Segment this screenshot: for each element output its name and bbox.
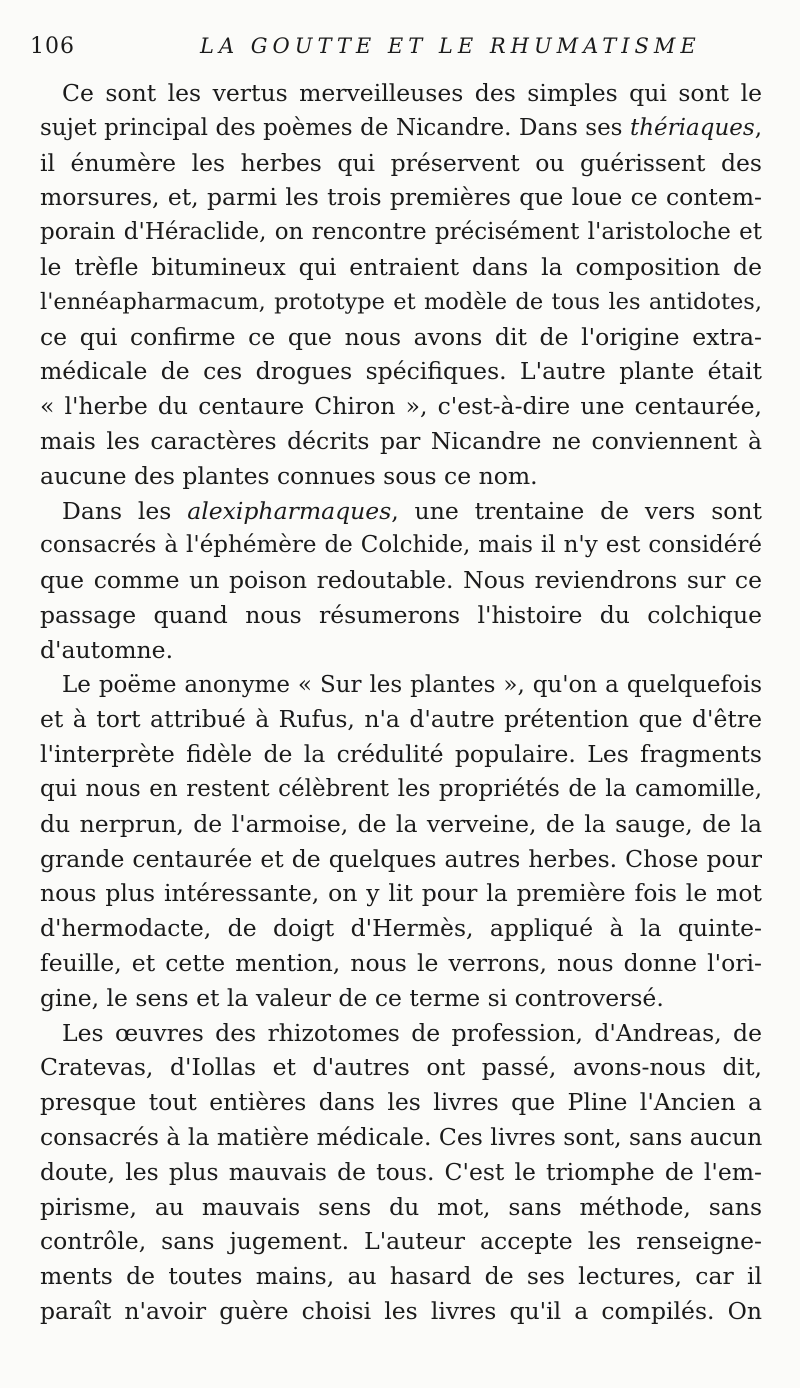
text-line: nous plus intéressante, on y lit pour la première fois le mot — [40, 879, 762, 908]
text-line: d'hermodacte, de doigt d'Hermès, appliqué à la quinte- — [40, 914, 762, 943]
body-text — [40, 76, 762, 1329]
text-line: ments de toutes mains, au hasard de ses lectures, car il — [40, 1262, 762, 1291]
text-line: mais les caractères décrits par Nicandre ne conviennent à — [40, 426, 762, 455]
text-line: doute, les plus mauvais de tous. C'est le triomphe de l'em- — [40, 1157, 762, 1186]
text-line: le trèfle bitumineux qui entraient dans la composition de — [40, 252, 762, 281]
text-line — [40, 111, 762, 146]
text-line: feuille, et cette mention, nous le verrons, nous donne l'ori- — [40, 948, 762, 977]
text-line: aucune des plantes connues sous ce nom. — [40, 461, 538, 490]
text-line: morsures, et, parmi les trois premières que loue ce contem- — [40, 183, 762, 212]
page-header — [30, 34, 770, 70]
text-segment: , — [754, 114, 762, 141]
text-line: l'interprète fidèle de la crédulité populaire. Les fragments — [40, 740, 762, 769]
running-head: LA GOUTTE ET LE RHUMATISME — [200, 34, 701, 58]
text-line: Les œuvres des rhizotomes de profession, d'Andreas, de — [62, 1018, 762, 1047]
italic-title: thériaques — [630, 114, 755, 141]
text-line: il énumère les herbes qui préservent ou guérissent des — [40, 148, 762, 177]
text-segment: , une trentaine de vers sont — [391, 496, 762, 525]
text-line: porain d'Héraclide, on rencontre précisément l'aristoloche et — [40, 219, 762, 246]
text-line: et à tort attribué à Rufus, n'a d'autre prétention que d'être — [40, 705, 762, 734]
text-line: pirisme, au mauvais sens du mot, sans méthode, sans — [40, 1192, 762, 1221]
text-line: l'ennéapharmacum, prototype et modèle de tous les antidotes, — [40, 288, 762, 315]
text-line: grande centaurée et de quelques autres herbes. Chose pour — [40, 844, 762, 873]
text-line: paraît n'avoir guère choisi les livres qu'il a compilés. On — [40, 1296, 762, 1325]
text-segment: sujet principal des poèmes de Nicandre. Dans ses — [40, 114, 630, 141]
page-number: 106 — [30, 34, 75, 59]
text-line: ce qui confirme ce que nous avons dit de l'origine extra- — [40, 322, 762, 351]
text-line: Cratevas, d'Iollas et d'autres ont passé, avons-nous dit, — [40, 1053, 762, 1082]
text-segment: Dans les — [62, 496, 188, 525]
text-line: du nerprun, de l'armoise, de la verveine, de la sauge, de la — [40, 809, 762, 838]
text-line — [40, 494, 762, 529]
text-line: presque tout entières dans les livres que Pline l'Ancien a — [40, 1088, 762, 1117]
text-line: contrôle, sans jugement. L'auteur accepte les renseigne- — [40, 1227, 762, 1256]
text-line: médicale de ces drogues spécifiques. L'autre plante était — [40, 357, 762, 386]
text-line: d'automne. — [40, 635, 174, 664]
italic-title: alexipharmaques — [187, 496, 392, 525]
text-line: consacrés à la matière médicale. Ces livres sont, sans aucun — [40, 1122, 763, 1151]
text-line: consacrés à l'éphémère de Colchide, mais il n'y est considéré — [40, 532, 762, 559]
text-line: « l'herbe du centaure Chiron », c'est-à-dire une centaurée, — [40, 392, 762, 421]
text-line: qui nous en restent célèbrent les propriétés de la camomille, — [40, 775, 762, 802]
text-line: Ce sont les vertus merveilleuses des simples qui sont le — [62, 79, 762, 107]
text-line: passage quand nous résumerons l'histoire du colchique — [40, 600, 762, 629]
text-line: Le poëme anonyme « Sur les plantes », qu'on a quelquefois — [62, 671, 762, 698]
text-line: gine, le sens et la valeur de ce terme si controversé. — [40, 983, 664, 1012]
text-line: que comme un poison redoutable. Nous reviendrons sur ce — [40, 566, 762, 595]
